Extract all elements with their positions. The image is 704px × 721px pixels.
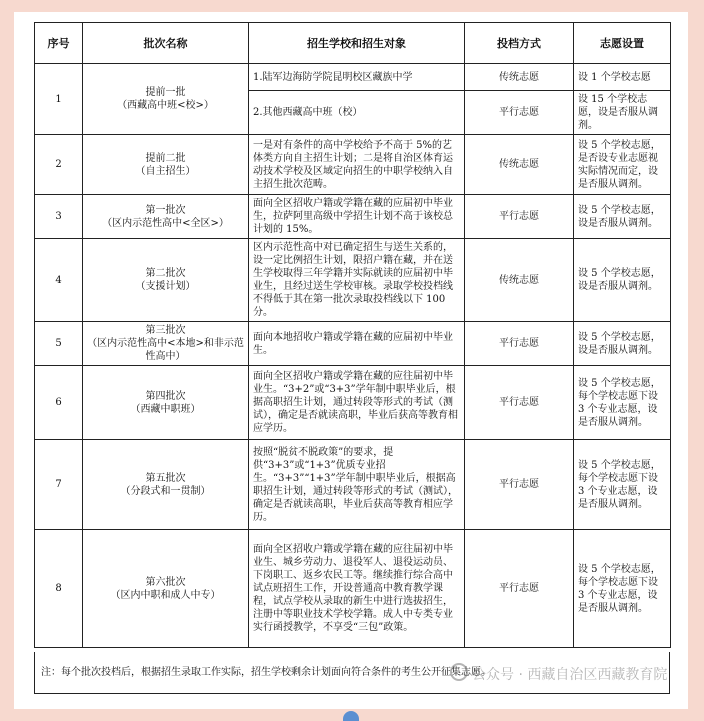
table-row <box>35 239 671 322</box>
table-row <box>35 440 671 530</box>
row-no: 8 <box>35 530 83 648</box>
row-method: 平行志愿 <box>465 195 574 239</box>
table-row <box>35 64 671 91</box>
row-method: 传统志愿 <box>465 239 574 322</box>
row-wish: 设 5 个学校志愿，设是否服从调剂。 <box>574 322 671 366</box>
row-no: 2 <box>35 135 83 195</box>
row-batch-name: 第五批次 （分段式和一贯制） <box>83 440 249 530</box>
row-no: 4 <box>35 239 83 322</box>
enrollment-batch-table <box>34 22 671 648</box>
row-batch-name: 第二批次 （支援计划） <box>83 239 249 322</box>
header-wish: 志愿设置 <box>574 23 671 64</box>
table-row <box>35 322 671 366</box>
row-batch-name: 第四批次 （西藏中职班） <box>83 366 249 440</box>
row-batch-name: 第三批次 （区内示范性高中<本地>和非示范性高中） <box>83 322 249 366</box>
row-batch-name: 提前二批 （自主招生） <box>83 135 249 195</box>
table-header-row <box>35 23 671 64</box>
watermark: 公众号 · 西藏自治区西藏教育院 <box>450 663 667 684</box>
header-method: 投档方式 <box>465 23 574 64</box>
row-wish: 设 5 个学校志愿，设是否服从调剂。 <box>574 195 671 239</box>
row-method: 传统志愿 <box>465 64 574 91</box>
row-no: 1 <box>35 64 83 135</box>
row-target: 1.陆军边海防学院昆明校区藏族中学 <box>249 64 465 91</box>
row-wish: 设 5 个学校志愿，每个学校志愿下设 3 个专业志愿，设是否服从调剂。 <box>574 440 671 530</box>
table-row <box>35 366 671 440</box>
row-target: 面向全区招收户籍或学籍在藏的应往届初中毕业生。“3+2”或“3+3”学年制中职毕业后，根据高职招生计划，通过转段等形式的考试（测试），确定是否就读高职，毕业后获高等教育相应学历。 <box>249 366 465 440</box>
row-target: 面向全区招收户籍或学籍在藏的应往届初中毕业生、城乡劳动力、退役军人、退役运动员、下岗职工、返乡农民工等。继续推行综合高中试点班招生工作，开设普通高中教育教学课程，试点学校从录取的新生中进行选拔招生，注册中等职业技术学校学籍。成人中专类专业实行函授教学，不享受“三包”政策。 <box>249 530 465 648</box>
table-note: 注：每个批次投档后，根据招生录取工作实际，招生学校剩余计划面向符合条件的考生公开征集志愿。 <box>34 652 670 694</box>
table-row <box>35 530 671 648</box>
row-no: 5 <box>35 322 83 366</box>
row-no: 3 <box>35 195 83 239</box>
row-wish: 设 5 个学校志愿，每个学校志愿下设 3 个专业志愿，设是否服从调剂。 <box>574 366 671 440</box>
row-target: 2.其他西藏高中班（校） <box>249 91 465 135</box>
row-batch-name: 提前一批 （西藏高中班<校>） <box>83 64 249 135</box>
row-wish: 设 5 个学校志愿，设是否服从调剂。 <box>574 239 671 322</box>
header-no: 序号 <box>35 23 83 64</box>
row-method: 平行志愿 <box>465 91 574 135</box>
row-wish: 设 15 个学校志愿，设是否服从调剂。 <box>574 91 671 135</box>
row-wish: 设 1 个学校志愿 <box>574 64 671 91</box>
row-method: 平行志愿 <box>465 530 574 648</box>
scroll-indicator <box>343 711 359 721</box>
row-wish: 设 5 个学校志愿，每个学校志愿下设 3 个专业志愿，设是否服从调剂。 <box>574 530 671 648</box>
row-wish: 设 5 个学校志愿，是否设专业志愿视实际情况而定，设是否服从调剂。 <box>574 135 671 195</box>
row-no: 7 <box>35 440 83 530</box>
wechat-icon <box>450 663 468 681</box>
row-method: 平行志愿 <box>465 366 574 440</box>
row-target: 面向全区招收户籍或学籍在藏的应届初中毕业生，拉萨阿里高级中学招生计划不高于该校总计划的 15%。 <box>249 195 465 239</box>
row-target: 一是对有条件的高中学校给予不高于 5%的艺体类方向自主招生计划；二是将自治区体育运动技术学校及区域定向招生的中职学校纳入自主招生批次范畴。 <box>249 135 465 195</box>
row-target: 按照“脱贫不脱政策”的要求，提供“3+3”或“1+3”优质专业招生。“3+3”“1+3”学年制中职毕业后，根据高职招生计划，通过转段等形式的考试（测试），确定是否就读高职，毕业后获高等教育相应学历。 <box>249 440 465 530</box>
row-batch-name: 第六批次 （区内中职和成人中专） <box>83 530 249 648</box>
row-no: 6 <box>35 366 83 440</box>
row-method: 平行志愿 <box>465 322 574 366</box>
table-row <box>35 135 671 195</box>
document-sheet <box>14 12 688 709</box>
row-target: 区内示范性高中对已确定招生与送生关系的，设一定比例招生计划，限招户籍在藏，并在送生学校取得三年学籍并实际就读的应届初中毕业生，且经过送生学校审核。录取学校投档线不得低于其在第一批次录取投档线以下 100 分。 <box>249 239 465 322</box>
row-target: 面向本地招收户籍或学籍在藏的应届初中毕业生。 <box>249 322 465 366</box>
header-batch-name: 批次名称 <box>83 23 249 64</box>
row-batch-name: 第一批次 （区内示范性高中<全区>） <box>83 195 249 239</box>
row-method: 传统志愿 <box>465 135 574 195</box>
row-method: 平行志愿 <box>465 440 574 530</box>
table-row <box>35 195 671 239</box>
header-school-target: 招生学校和招生对象 <box>249 23 465 64</box>
